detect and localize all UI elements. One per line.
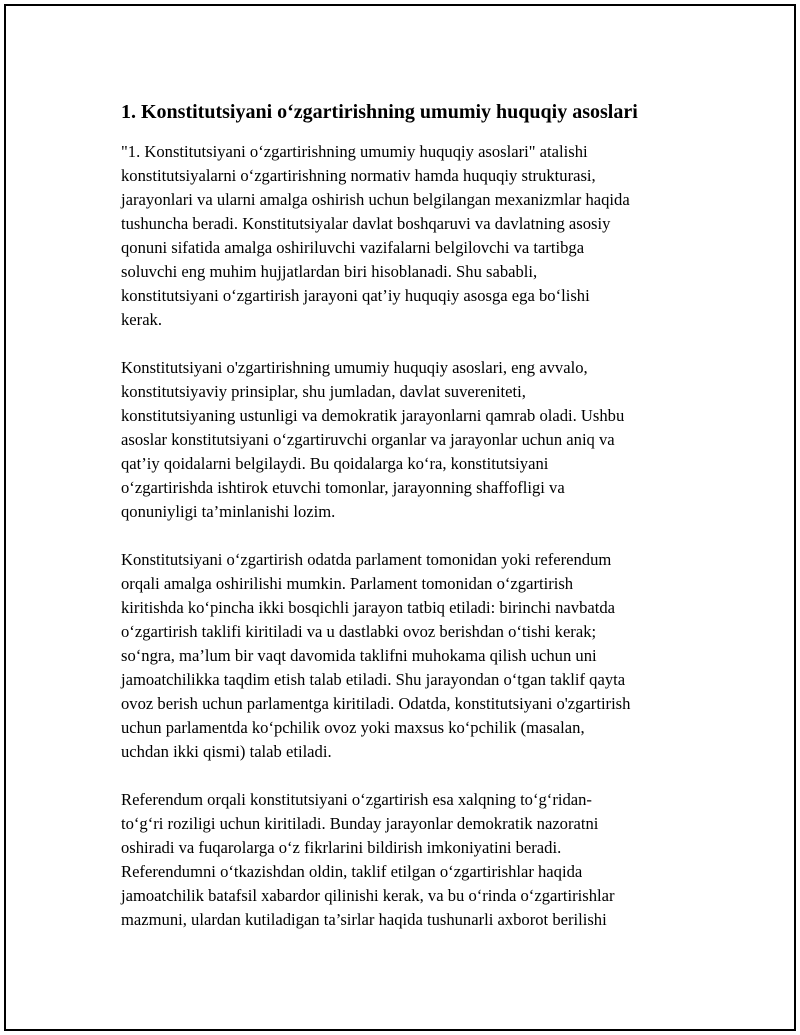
text-line: qonuniyligi ta’minlanishi lozim. <box>121 502 336 521</box>
text-line: o‘zgartirishda ishtirok etuvchi tomonlar, jarayonning shaffofligi va <box>121 478 565 497</box>
text-line: Konstitutsiyani o‘zgartirish odatda parlament tomonidan yoki referendum <box>121 550 612 569</box>
text-line: konstitutsiyani o‘zgartirish jarayoni qat’iy huquqiy asosga ega bo‘lishi <box>121 286 590 305</box>
text-line: kerak. <box>121 310 162 329</box>
text-line: jamoatchilikka taqdim etish talab etiladi. Shu jarayondan o‘tgan taklif qayta <box>121 670 626 689</box>
text-line: konstitutsiyalarni o‘zgartirishning normativ hamda huquqiy strukturasi, <box>121 166 596 185</box>
document-body <box>121 98 691 956</box>
text-line: uchun parlamentda ko‘pchilik ovoz yoki maxsus ko‘pchilik (masalan, <box>121 718 585 737</box>
text-line: Referendumni o‘tkazishdan oldin, taklif etilgan o‘zgartirishlar haqida <box>121 862 583 881</box>
paragraph-3 <box>121 548 691 764</box>
page-frame <box>4 4 796 1031</box>
paragraph-1 <box>121 140 691 332</box>
text-line: jarayonlari va ularni amalga oshirish uchun belgilangan mexanizmlar haqida <box>121 190 630 209</box>
text-line: ovoz berish uchun parlamentga kiritiladi. Odatda, konstitutsiyani o'zgartirish <box>121 694 631 713</box>
text-line: oshiradi va fuqarolarga o‘z fikrlarini bildirish imkoniyatini beradi. <box>121 838 562 857</box>
text-line: qonuni sifatida amalga oshiriluvchi vazifalarni belgilovchi va tartibga <box>121 238 585 257</box>
text-line: kiritishda ko‘pincha ikki bosqichli jarayon tatbiq etiladi: birinchi navbatda <box>121 598 616 617</box>
text-line: "1. Konstitutsiyani o‘zgartirishning umumiy huquqiy asoslari" atalishi <box>121 142 588 161</box>
text-line: qat’iy qoidalarni belgilaydi. Bu qoidalarga ko‘ra, konstitutsiyani <box>121 454 549 473</box>
text-line: to‘g‘ri roziligi uchun kiritiladi. Bunday jarayonlar demokratik nazoratni <box>121 814 599 833</box>
section-heading: 1. Konstitutsiyani o‘zgartirishning umumiy huquqiy asoslari <box>121 101 638 123</box>
text-line: Konstitutsiyani o'zgartirishning umumiy huquqiy asoslari, eng avvalo, <box>121 358 588 377</box>
text-line: konstitutsiyaning ustunligi va demokratik jarayonlarni qamrab oladi. Ushbu <box>121 406 625 425</box>
text-line: o‘zgartirish taklifi kiritiladi va u dastlabki ovoz berishdan o‘tishi kerak; <box>121 622 597 641</box>
text-line: mazmuni, ulardan kutiladigan ta’sirlar haqida tushunarli axborot berilishi <box>121 910 607 929</box>
paragraph-4 <box>121 788 691 932</box>
text-line: asoslar konstitutsiyani o‘zgartiruvchi organlar va jarayonlar uchun aniq va <box>121 430 615 449</box>
text-line: jamoatchilik batafsil xabardor qilinishi kerak, va bu o‘rinda o‘zgartirishlar <box>121 886 615 905</box>
text-line: uchdan ikki qismi) talab etiladi. <box>121 742 332 761</box>
text-line: orqali amalga oshirilishi mumkin. Parlament tomonidan o‘zgartirish <box>121 574 574 593</box>
text-line: konstitutsiyaviy prinsiplar, shu jumladan, davlat suvereniteti, <box>121 382 526 401</box>
text-line: soluvchi eng muhim hujjatlardan biri hisoblanadi. Shu sababli, <box>121 262 538 281</box>
paragraph-2 <box>121 356 691 524</box>
text-line: tushuncha beradi. Konstitutsiyalar davlat boshqaruvi va davlatning asosiy <box>121 214 611 233</box>
text-line: Referendum orqali konstitutsiyani o‘zgartirish esa xalqning to‘g‘ridan- <box>121 790 592 809</box>
text-line: so‘ngra, ma’lum bir vaqt davomida taklifni muhokama qilish uchun uni <box>121 646 597 665</box>
